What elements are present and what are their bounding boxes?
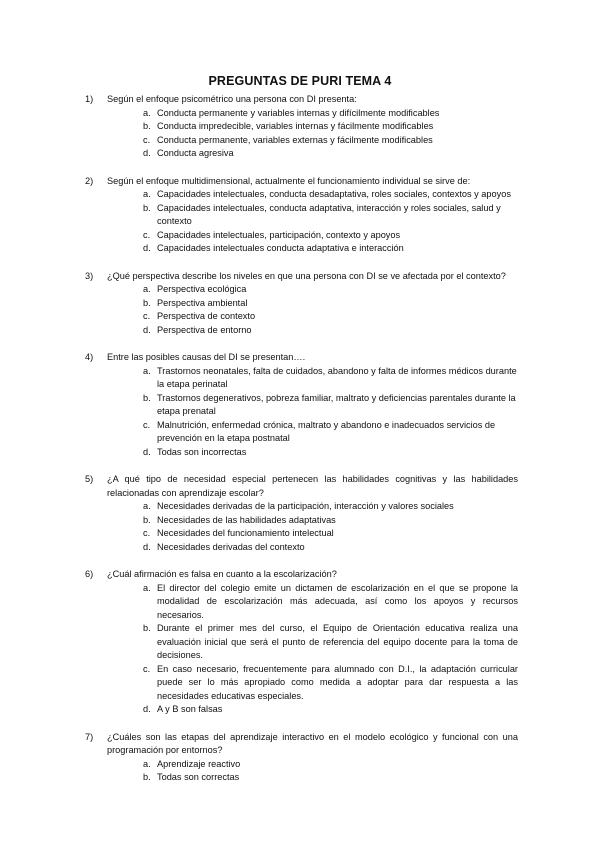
question-number: 1) <box>85 94 94 104</box>
question-text: ¿Cuál afirmación es falsa en cuanto a la escolarización? <box>107 569 337 579</box>
question-6 <box>85 568 518 717</box>
question-4 <box>85 351 518 459</box>
option-label: b. <box>143 297 151 308</box>
option-item <box>143 392 518 419</box>
option-item <box>143 229 518 243</box>
option-label: a. <box>143 189 151 199</box>
option-text: En caso necesario, frecuentemente para alumnado con D.I., la adaptación curricular puede ser lo más apropiado como medida a adoptar para dar respuesta a las necesidades educativas especiales. <box>157 663 518 701</box>
option-label: a. <box>143 107 151 118</box>
question-text: Según el enfoque psicométrico una persona con DI presenta: <box>107 94 357 104</box>
option-label: b. <box>143 202 151 213</box>
option-text: Aprendizaje reactivo <box>157 758 241 769</box>
option-item <box>143 500 518 514</box>
option-label: b. <box>143 772 151 782</box>
question-number: 6) <box>85 569 94 579</box>
option-item <box>143 107 518 121</box>
option-item <box>143 582 518 623</box>
option-label: b. <box>143 121 151 131</box>
option-text: Capacidades intelectuales, conducta desadaptativa, roles sociales, contextos y apoyos <box>157 189 511 199</box>
option-item <box>143 188 518 202</box>
option-label: d. <box>143 446 151 457</box>
question-number: 7) <box>85 731 94 742</box>
option-label: a. <box>143 284 151 294</box>
option-text: Conducta agresiva <box>157 148 234 158</box>
option-text: Perspectiva de contexto <box>157 311 256 321</box>
option-text: Conducta permanente y variables internas y difícilmente modificables <box>157 107 440 118</box>
question-number: 3) <box>85 270 94 281</box>
option-item <box>143 527 518 541</box>
option-item <box>143 771 518 785</box>
option-label: d. <box>143 704 151 714</box>
question-text: Entre las posibles causas del DI se presentan…. <box>107 352 306 362</box>
option-label: c. <box>143 663 151 674</box>
option-label: a. <box>143 758 151 769</box>
option-item <box>143 622 518 663</box>
options-list <box>98 758 518 785</box>
question-1 <box>85 93 518 161</box>
option-text: Necesidades derivadas de la participación, interacción y valores sociales <box>157 501 454 511</box>
question-number: 2) <box>85 175 94 186</box>
option-text: Todas son incorrectas <box>157 446 247 457</box>
option-item <box>143 297 518 311</box>
option-text: El director del colegio emite un dictamen de escolarización en el que se propone la modalidad de escolarización más adecuada, así como los apoyos y recursos necesarios. <box>157 582 518 620</box>
option-label: d. <box>143 148 151 158</box>
option-label: a. <box>143 501 151 511</box>
option-text: Capacidades intelectuales conducta adaptativa e interacción <box>157 243 404 253</box>
question-text: ¿Cuáles son las etapas del aprendizaje interactivo en el modelo ecológico y funcional con una programación por entornos? <box>107 731 518 755</box>
option-text: Conducta permanente, variables externas y fácilmente modificables <box>157 134 433 145</box>
option-item <box>143 134 518 148</box>
options-list <box>98 365 518 460</box>
option-text: Perspectiva ecológica <box>157 284 247 294</box>
option-label: c. <box>143 528 151 538</box>
option-item <box>143 283 518 297</box>
option-text: Perspectiva ambiental <box>157 297 248 308</box>
question-number: 4) <box>85 352 94 362</box>
option-item <box>143 324 518 338</box>
option-item <box>143 310 518 324</box>
question-list <box>85 93 518 799</box>
option-label: a. <box>143 365 151 376</box>
option-text: Necesidades del funcionamiento intelectual <box>157 528 334 538</box>
option-label: c. <box>143 311 151 321</box>
options-list <box>98 500 518 554</box>
option-text: Todas son correctas <box>157 772 240 782</box>
option-text: Capacidades intelectuales, conducta adaptativa, interacción y roles sociales, salud y contexto <box>157 202 501 226</box>
option-label: c. <box>143 229 151 240</box>
option-label: c. <box>143 134 151 145</box>
option-text: Trastornos degenerativos, pobreza familiar, maltrato y deficiencias parentales durante la etapa prenatal <box>157 392 516 416</box>
question-5 <box>85 473 518 554</box>
option-text: A y B son falsas <box>157 704 223 714</box>
option-text: Perspectiva de entorno <box>157 324 252 335</box>
option-label: b. <box>143 392 151 403</box>
option-label: c. <box>143 419 151 430</box>
option-label: a. <box>143 582 151 593</box>
option-text: Trastornos neonatales, falta de cuidados, abandono y falta de informes médicos durante la etapa perinatal <box>157 365 517 389</box>
question-number: 5) <box>85 474 94 484</box>
question-text: ¿Qué perspectiva describe los niveles en que una persona con DI se ve afectada por el contexto? <box>107 270 506 281</box>
option-label: d. <box>143 324 151 335</box>
option-item <box>143 147 518 161</box>
option-item <box>143 703 518 717</box>
option-item <box>143 514 518 528</box>
option-text: Capacidades intelectuales, participación, contexto y apoyos <box>157 229 401 240</box>
option-label: d. <box>143 541 151 552</box>
option-text: Conducta impredecible, variables internas y fácilmente modificables <box>157 121 434 131</box>
options-list <box>98 107 518 161</box>
option-item <box>143 365 518 392</box>
option-text: Durante el primer mes del curso, el Equipo de Orientación educativa realiza una evaluación inicial que será el punto de referencia del equipo docente para la toma de decisiones. <box>157 623 518 660</box>
question-3 <box>85 270 518 338</box>
options-list <box>98 188 518 256</box>
options-list <box>98 582 518 717</box>
option-item <box>143 120 518 134</box>
option-item <box>143 541 518 555</box>
option-item <box>143 202 518 229</box>
option-item <box>143 242 518 256</box>
option-text: Necesidades de las habilidades adaptativas <box>157 514 336 525</box>
question-text: ¿A qué tipo de necesidad especial pertenecen las habilidades cognitivas y las habilidades relacionadas con aprendizaje escolar? <box>107 474 518 498</box>
question-7 <box>85 731 518 785</box>
option-item <box>143 758 518 772</box>
option-text: Malnutrición, enfermedad crónica, maltrato y abandono e inadecuados servicios de prevención en la etapa postnatal <box>157 419 496 443</box>
option-item <box>143 419 518 446</box>
option-text: Necesidades derivadas del contexto <box>157 541 305 552</box>
option-label: d. <box>143 243 151 253</box>
options-list <box>98 283 518 337</box>
question-2 <box>85 175 518 256</box>
option-item <box>143 446 518 460</box>
option-label: b. <box>143 514 151 525</box>
option-item <box>143 663 518 704</box>
option-label: b. <box>143 623 151 633</box>
question-text: Según el enfoque multidimensional, actualmente el funcionamiento individual se sirve de: <box>107 175 471 186</box>
page-title: PREGUNTAS DE PURI TEMA 4 <box>208 74 392 88</box>
